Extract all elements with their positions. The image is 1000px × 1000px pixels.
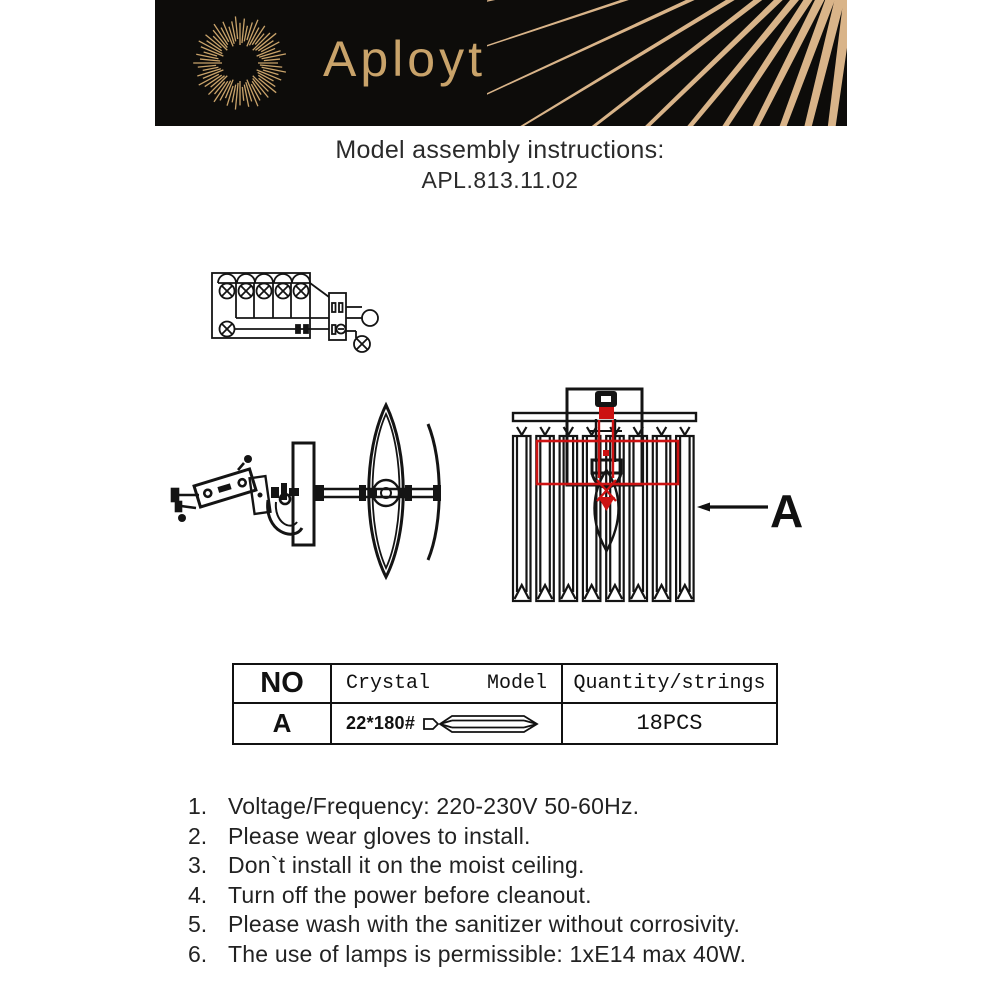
crystal-strip	[630, 427, 648, 601]
crystal-size: 22*180#	[346, 713, 416, 733]
lens-shade	[369, 405, 407, 577]
title-block	[0, 136, 1000, 194]
mounting-screws	[172, 455, 252, 522]
brand-header	[155, 0, 847, 126]
lamp-icon	[294, 284, 309, 299]
parts-table	[232, 663, 778, 745]
brand-name: Aployt	[323, 31, 486, 87]
list-item: 6. The use of lamps is permissible: 1xE14 max 40W.	[188, 940, 747, 967]
crystal-shape-icon	[421, 711, 543, 737]
side-view-diagram	[165, 395, 450, 590]
lamp-icon	[276, 284, 291, 299]
row-quantity: 18PCS	[636, 711, 703, 736]
arm	[314, 485, 441, 501]
list-item: 4. Turn off the power before cleanout.	[188, 881, 592, 908]
lamp-icon	[220, 284, 235, 299]
crystal-strip	[653, 427, 671, 601]
crystal-strip	[536, 427, 554, 601]
page-title: Model assembly instructions:	[335, 136, 665, 164]
lamp-icon	[257, 284, 272, 299]
lamp-symbols-top	[218, 274, 310, 299]
crystal-strip	[513, 427, 531, 601]
lamp-icon	[239, 284, 254, 299]
lamp-icon	[354, 336, 370, 352]
callout-label: A	[770, 485, 804, 537]
connector-circle	[362, 310, 378, 326]
col-header-crystal: Crystal	[346, 672, 431, 695]
wiring-diagram	[200, 258, 395, 363]
row-no: A	[272, 708, 292, 738]
col-header-no: NO	[260, 667, 304, 699]
rays-decoration-icon	[487, 0, 847, 126]
list-item: 5. Please wash with the sanitizer without corrosivity.	[188, 911, 741, 937]
hardware-cluster	[271, 483, 299, 500]
table-header-row	[233, 664, 777, 703]
instructions-list	[188, 792, 746, 969]
table-row	[233, 703, 777, 744]
front-view-diagram	[505, 383, 775, 613]
list-item: 3. Don`t install it on the moist ceiling.	[188, 852, 585, 878]
model-number: APL.813.11.02	[421, 167, 579, 193]
list-item: 2. Please wear gloves to install.	[188, 822, 531, 849]
list-item: 1. Voltage/Frequency: 220-230V 50-60Hz.	[188, 793, 640, 819]
lamp-icon	[220, 322, 235, 337]
sunburst-logo-icon	[155, 0, 315, 126]
wall-bracket	[194, 469, 256, 507]
callout-arrow	[697, 503, 768, 512]
col-header-quantity: Quantity/strings	[573, 672, 766, 695]
crystal-strip	[583, 427, 601, 601]
terminal-box	[329, 293, 346, 340]
col-header-model: Model	[486, 672, 547, 695]
